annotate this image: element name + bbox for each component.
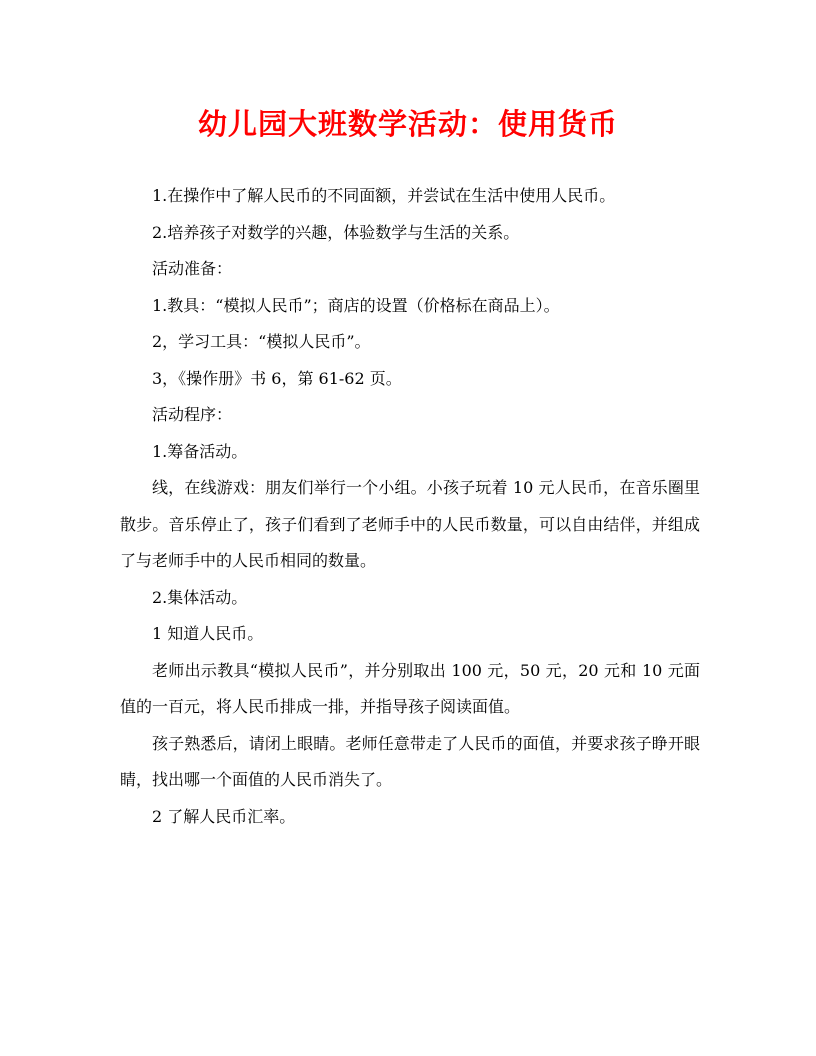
paragraph-procedure-heading: 活动程序： (152, 405, 233, 424)
paragraph-exchange: 2 了解人民币汇率。 (152, 806, 296, 826)
paragraph-close-eyes: 孩子熟悉后，请闭上眼睛。老师任意带走了人民币的面值，并要求孩子睁开眼睛，找出哪一个面值的人民币消失了。 (120, 733, 700, 789)
paragraph-goal-1: 1.在操作中了解人民币的不同面额，并尝试在生活中使用人民币。 (152, 186, 616, 205)
paragraph-teacher-shows: 老师出示教具“模拟人民币”，并分别取出 100 元，50 元，20 元和 10 元面值的一百元，将人民币排成一排，并指导孩子阅读面值。 (120, 660, 700, 716)
paragraph-preparation-1: 1.教具：“模拟人民币”；商店的设置（价格标在商品上）。 (152, 295, 560, 315)
paragraph-preparation-3: 3，《操作册》书 6，第 61-62 页。 (152, 368, 402, 388)
paragraph-know-rmb: 1 知道人民币。 (152, 624, 264, 643)
paragraph-goal-2: 2.培养孩子对数学的兴趣，体验数学与生活的关系。 (152, 222, 520, 242)
paragraph-preparation-2: 2，学习工具：“模拟人民币”。 (152, 332, 371, 351)
paragraph-procedure-1: 1.筹备活动。 (152, 441, 248, 461)
paragraph-preparation-heading: 活动准备： (152, 259, 233, 278)
document-title: 幼儿园大班数学活动：使用货币 (197, 107, 618, 141)
paragraph-game: 线，在线游戏：朋友们举行一个小组。小孩子玩着 10 元人民币，在音乐圈里散步。音乐停止了，孩子们看到了老师手中的人民币数量，可以自由结伴，并组成了与老师手中的人民币相同的数量。 (120, 478, 700, 570)
paragraph-procedure-2: 2.集体活动。 (152, 587, 248, 607)
document-body (120, 178, 700, 835)
